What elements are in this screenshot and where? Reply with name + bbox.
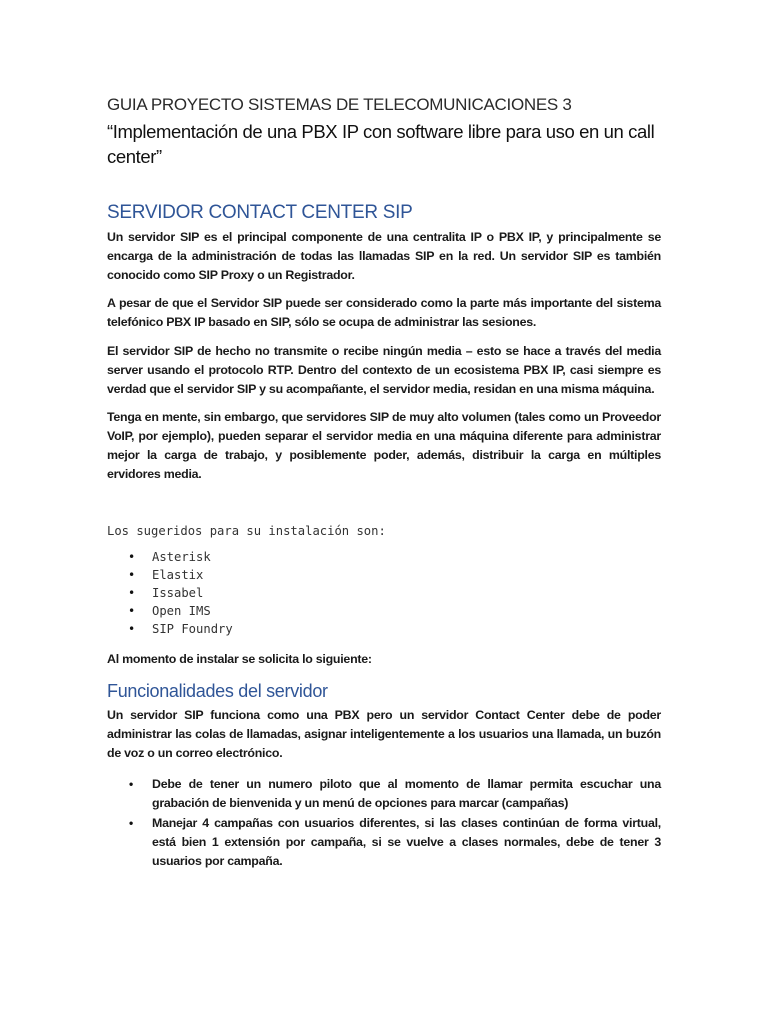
document-title: GUIA PROYECTO SISTEMAS DE TELECOMUNICACIONES 3	[107, 95, 572, 114]
list-item	[107, 602, 661, 620]
list-item-label: Debe de tener un numero piloto que al momento de llamar permita escuchar una grabación de bienvenida y un menú de opciones para marcar (campañas)	[152, 776, 661, 810]
paragraph: Tenga en mente, sin embargo, que servidores SIP de muy alto volumen (tales como un Proveedor VoIP, por ejemplo), pueden separar el servidor media en una máquina diferente para administrar mejor la carga de trabajo, y posiblemente poder, además, distribuir la carga en múltiples ervidores media.	[107, 410, 661, 481]
list-item-label: Manejar 4 campañas con usuarios diferentes, si las clases continúan de forma virtual, está bien 1 extensión por campaña, si se vuelve a clases normales, debe de tener 3 usuarios por campaña.	[152, 816, 661, 868]
list-item-label: Issabel	[152, 585, 204, 600]
list-item	[107, 620, 661, 638]
paragraph: A pesar de que el Servidor SIP puede ser considerado como la parte más importante del sistema telefónico PBX IP basado en SIP, sólo se ocupa de administrar las sesiones.	[107, 296, 661, 330]
suggested-intro: Los sugeridos para su instalación son:	[107, 523, 386, 538]
paragraph: Un servidor SIP es el principal componente de una centralita IP o PBX IP, y principalmente se encarga de la administración de todas las llamadas SIP en la red. Un servidor SIP es también conocido como SIP Proxy o un Registrador.	[107, 230, 661, 282]
bullet-icon: •	[129, 776, 133, 791]
list-item	[107, 566, 661, 584]
paragraph: Un servidor SIP funciona como una PBX pero un servidor Contact Center debe de poder administrar las colas de llamadas, asignar inteligentemente a los usuarios una llamada, un buzón de voz o un correo electrónico.	[107, 708, 661, 760]
list-item-label: Asterisk	[152, 549, 211, 564]
bullet-icon: •	[128, 549, 136, 564]
bullet-icon: •	[128, 621, 136, 636]
suggested-software-list	[107, 548, 661, 638]
installation-note: Al momento de instalar se solicita lo siguiente:	[107, 651, 372, 666]
document-body	[107, 93, 661, 873]
bullet-icon: •	[128, 585, 136, 600]
bullet-icon: •	[129, 816, 133, 831]
list-item	[107, 775, 661, 813]
list-item-label: SIP Foundry	[152, 621, 233, 636]
bullet-icon: •	[128, 567, 136, 582]
list-item	[107, 814, 661, 870]
document-subtitle: “Implementación de una PBX IP con software libre para uso en un call center”	[107, 121, 655, 167]
paragraph: El servidor SIP de hecho no transmite o recibe ningún media – esto se hace a través del media server usando el protocolo RTP. Dentro del contexto de un ecosistema PBX IP, casi siempre es verdad que el servidor SIP y su acompañante, el servidor media, residan en una misma máquina.	[107, 343, 661, 396]
section-heading-servidor-contact-center: SERVIDOR CONTACT CENTER SIP	[107, 202, 413, 223]
requirements-list	[107, 775, 661, 871]
bullet-icon: •	[128, 603, 136, 618]
list-item-label: Elastix	[152, 567, 204, 582]
list-item	[107, 584, 661, 602]
list-item-label: Open IMS	[152, 603, 211, 618]
list-item	[107, 548, 661, 566]
section-heading-funcionalidades: Funcionalidades del servidor	[107, 681, 328, 702]
